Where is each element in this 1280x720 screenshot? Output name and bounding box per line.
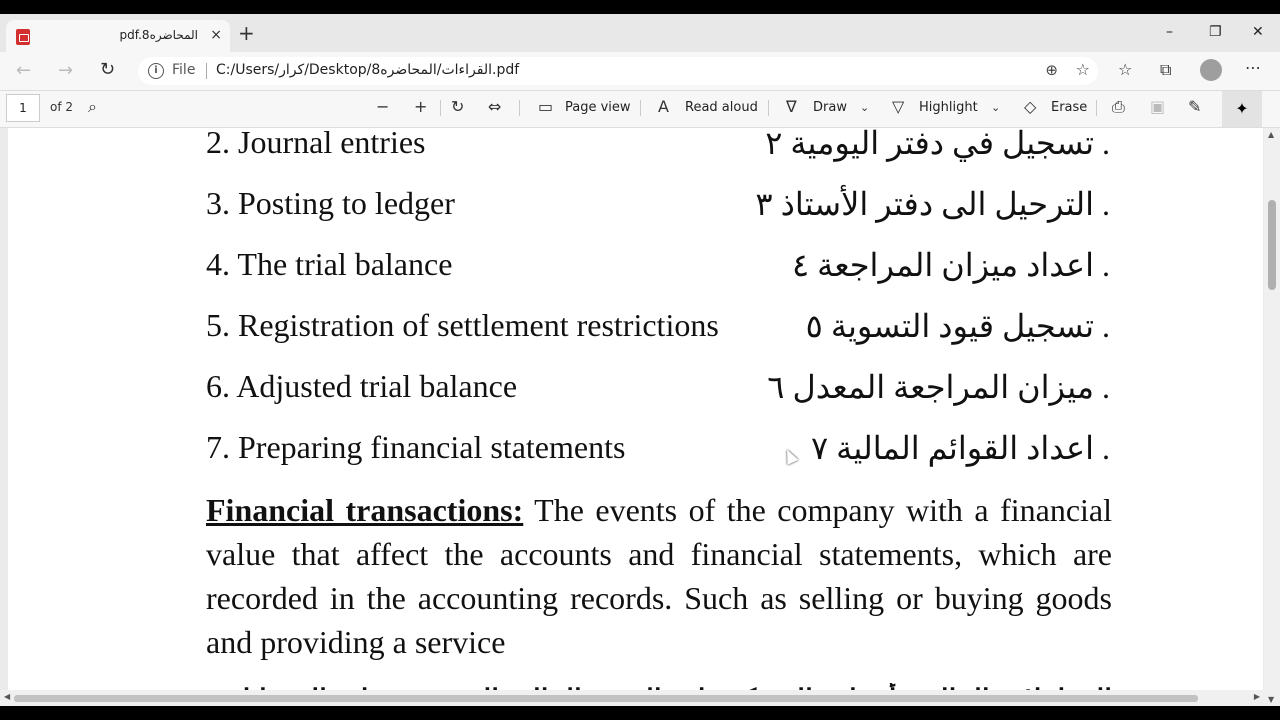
step-row bbox=[206, 368, 1110, 408]
collections-icon[interactable]: ⧉ bbox=[1160, 60, 1172, 79]
page-number-input[interactable]: 1 bbox=[6, 94, 40, 122]
step-row bbox=[206, 246, 1110, 286]
step-row bbox=[206, 307, 1110, 347]
step-en: 2. Journal entries bbox=[206, 128, 426, 160]
definition-paragraph bbox=[206, 488, 1112, 664]
definition-text: The events of the company with a financial value that affect the accounts and financial statements, which are recorded in the accounting records. Such as selling or buying goods and providing a service bbox=[206, 492, 1112, 660]
erase-icon[interactable]: ◇ bbox=[1024, 97, 1037, 116]
step-ar: . تسجيل قيود التسوية ٥ bbox=[805, 308, 1110, 344]
save-as-icon[interactable]: ✎ bbox=[1188, 97, 1202, 116]
minimize-button[interactable]: – bbox=[1166, 24, 1173, 40]
pdf-viewer bbox=[0, 128, 1280, 706]
zoom-icon[interactable]: ⊕ bbox=[1045, 61, 1058, 79]
pin-toolbar-icon[interactable]: ✦ bbox=[1222, 91, 1262, 127]
read-aloud-button[interactable]: Read aloud bbox=[685, 100, 758, 115]
back-button[interactable]: ← bbox=[16, 60, 32, 81]
rotate-icon[interactable]: ↻ bbox=[451, 97, 465, 116]
step-ar: . الترحيل الى دفتر الأستاذ ٣ bbox=[755, 186, 1110, 222]
refresh-button[interactable]: ↻ bbox=[100, 59, 116, 80]
vertical-scroll-thumb[interactable] bbox=[1268, 200, 1276, 290]
pdf-icon bbox=[16, 29, 30, 45]
scroll-down-icon[interactable]: ▼ bbox=[1268, 695, 1275, 704]
chevron-down-icon[interactable]: ⌄ bbox=[991, 101, 1001, 114]
print-icon[interactable]: ⎙ bbox=[1112, 97, 1125, 116]
step-en: 3. Posting to ledger bbox=[206, 185, 455, 221]
step-row bbox=[206, 429, 1110, 469]
page-view-icon[interactable]: ▭ bbox=[538, 97, 554, 116]
highlight-button[interactable]: Highlight bbox=[919, 100, 978, 115]
tab-strip bbox=[0, 14, 1280, 52]
zoom-out-icon[interactable]: − bbox=[376, 97, 390, 116]
step-ar: . اعداد ميزان المراجعة ٤ bbox=[791, 247, 1110, 283]
address-bar-row bbox=[0, 52, 1280, 91]
pdf-toolbar bbox=[0, 91, 1280, 128]
add-favorite-icon[interactable]: ☆ bbox=[1075, 60, 1090, 79]
address-input[interactable] bbox=[138, 57, 1098, 85]
step-row bbox=[206, 128, 1110, 164]
tab-active[interactable] bbox=[6, 20, 230, 52]
search-icon[interactable]: ⌕ bbox=[88, 97, 97, 116]
step-en: 4. The trial balance bbox=[206, 246, 453, 282]
url-text[interactable]: C:/Users/كرار/Desktop/8القراءات/المحاضره.pdf bbox=[216, 62, 520, 78]
toolbar-divider bbox=[1096, 100, 1097, 116]
toolbar-divider bbox=[440, 100, 441, 116]
pdf-page bbox=[8, 128, 1263, 706]
toolbar-divider bbox=[768, 100, 769, 116]
fit-page-icon[interactable]: ⇔ bbox=[488, 97, 502, 116]
profile-avatar[interactable] bbox=[1200, 59, 1222, 81]
info-icon[interactable]: i bbox=[148, 63, 164, 79]
step-ar: . اعداد القوائم المالية ٧ bbox=[810, 430, 1110, 466]
close-window-button[interactable]: ✕ bbox=[1252, 24, 1264, 40]
scroll-up-icon[interactable]: ▲ bbox=[1268, 130, 1275, 139]
step-en: 5. Registration of settlement restrictions bbox=[206, 307, 719, 343]
highlight-icon[interactable]: ▽ bbox=[892, 97, 905, 116]
new-tab-button[interactable]: + bbox=[238, 21, 255, 45]
definition-term: Financial transactions: bbox=[206, 492, 524, 528]
tab-title: pdf.المحاضره8 bbox=[119, 28, 198, 42]
chevron-down-icon[interactable]: ⌄ bbox=[860, 101, 870, 114]
settings-menu-icon[interactable]: ⋯ bbox=[1245, 58, 1261, 77]
toolbar-divider bbox=[640, 100, 641, 116]
tab-close-icon[interactable]: × bbox=[210, 27, 222, 43]
page-view-button[interactable]: Page view bbox=[565, 100, 631, 115]
horizontal-scroll-thumb[interactable] bbox=[14, 695, 1198, 702]
zoom-in-icon[interactable]: + bbox=[414, 97, 428, 116]
address-separator bbox=[206, 63, 207, 79]
read-aloud-icon[interactable]: A bbox=[658, 97, 669, 116]
save-icon[interactable]: ▣ bbox=[1150, 97, 1166, 116]
step-ar: . ميزان المراجعة المعدل ٦ bbox=[767, 369, 1110, 405]
scroll-right-icon[interactable]: ▶ bbox=[1253, 692, 1260, 701]
step-row bbox=[206, 185, 1110, 225]
erase-button[interactable]: Erase bbox=[1051, 100, 1088, 115]
browser-window bbox=[0, 14, 1280, 706]
step-en: 6. Adjusted trial balance bbox=[206, 368, 518, 404]
step-ar: . تسجيل في دفتر اليومية ٢ bbox=[765, 128, 1110, 161]
page-count: of 2 bbox=[50, 100, 74, 114]
scroll-left-icon[interactable]: ◀ bbox=[4, 692, 11, 701]
toolbar-divider bbox=[519, 100, 520, 116]
step-en: 7. Preparing financial statements bbox=[206, 429, 626, 465]
draw-icon[interactable]: ∇ bbox=[786, 97, 797, 116]
horizontal-scrollbar[interactable] bbox=[0, 690, 1264, 706]
file-label: File bbox=[172, 62, 196, 78]
forward-button[interactable]: → bbox=[58, 60, 74, 81]
vertical-scrollbar[interactable] bbox=[1264, 128, 1280, 706]
favorites-icon[interactable]: ☆ bbox=[1118, 60, 1133, 79]
draw-button[interactable]: Draw bbox=[813, 100, 847, 115]
restore-button[interactable]: ❐ bbox=[1209, 24, 1222, 40]
